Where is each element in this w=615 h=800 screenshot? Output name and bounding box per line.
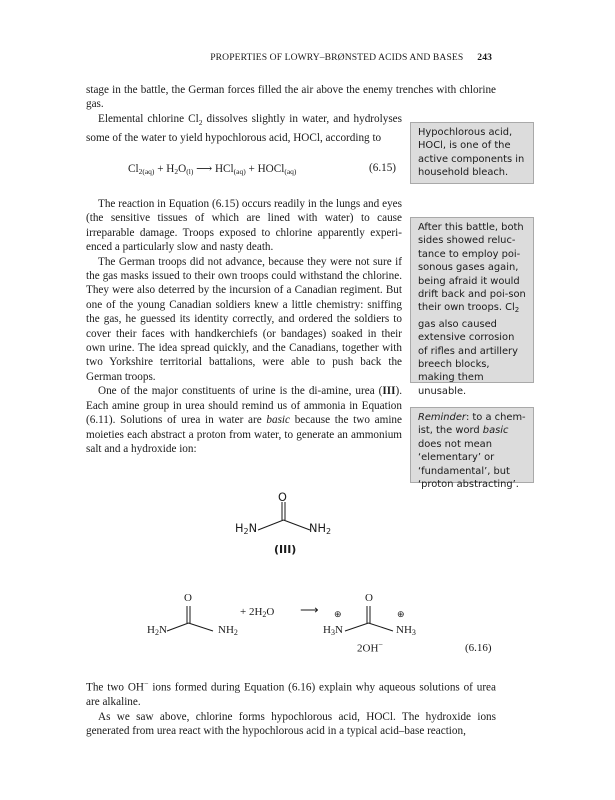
sidebar-note-gas: After this battle, both sides showed reluc-tance to employ poi-sonous gases again, being afraid it would drift back and poi-son their own troops. $Cl_2$ gas also caused extensive corrosion of rifles and artillery breech blocks, making them unusable. <box>410 217 534 383</box>
bottom-text <box>86 677 496 738</box>
equation-label-6-15: (6.15) <box>369 162 397 174</box>
running-title: PROPERTIES OF LOWRY–BRØNSTED ACIDS AND BASES <box>210 52 464 63</box>
running-header <box>0 52 492 63</box>
paragraph: The reaction in Equation (6.15) occurs readily in the lungs and eyes (the sensitive tissues of which are lined with water) to cause irreparable damage. Troops exposed to chlorine apparently experi-enced a particularly slow and nasty death. <box>86 198 402 254</box>
paragraph: The two OH− ions formed during Equation (6.16) explain why aqueous solutions of urea are alkaline. <box>86 679 496 709</box>
middle-text <box>86 197 402 456</box>
product-oxygen: O <box>365 592 373 604</box>
paragraph: Elemental chlorine $Cl_2$ dissolves slightly in water, and hydrolyses some of the water to yield hypochlorous acid, HOCl, according to <box>86 113 402 144</box>
reaction-arrow: ⟶ <box>300 602 319 617</box>
reactant-oxygen: O <box>184 592 192 604</box>
paragraph: The German troops did not advance, because they were not sure if the gas masks issued to their own troops could withstand the chlorine. They were also deterred by the incursion of a Canadian regiment. But one of the young Canadian soldiers knew a little chemistry: sniffing the gas, he guessed its identity correctly, and ordered the soldiers to cover their faces with handkerchiefs (or bandages) soaked in their own urine. The idea spread quickly, and the Canadians, together with two Yorkshire territorial battalions, were able to push back the German troops. <box>86 255 402 383</box>
hydroxide-ions: 2OH− <box>357 640 383 655</box>
reactant-right-amine: $NH_2$ <box>218 624 238 637</box>
product-right-ammonium: $NH_3$ <box>396 624 416 637</box>
equation-6-15: $Cl_{2(aq)} + H_2O_{(l)}$ ⟶ HCl$_{(aq)}$ + HOCl$_{(aq)}$ <box>128 163 297 176</box>
top-text-2 <box>86 112 402 145</box>
reactant-left-amine: $H_2N$ <box>147 624 167 637</box>
water-term: + $2H_2O$ <box>240 606 275 619</box>
paragraph: stage in the battle, the German forces filled the air above the enemy trenches with chlorine gas. <box>86 84 496 111</box>
paragraph: One of the major constituents of urine is the di-amine, urea (III). Each amine group in urea should remind us of ammonia in Equation (6.11). Solutions of urea in water are basic because the two amine moieties each abstract a proton from water, to generate an ammonium salt and a hydroxide ion: <box>86 385 402 455</box>
paragraph: As we saw above, chlorine forms hypochlorous acid, HOCl. The hydroxide ions generated from urea react with the hypochlorous acid in a typical acid–base reaction, <box>86 710 496 737</box>
urea-left-amine: $H_2N$ <box>235 522 258 536</box>
page-number: 243 <box>477 52 492 63</box>
top-text <box>86 83 496 112</box>
sidebar-note-reminder: Reminder: to a chem-ist, the word basic does not mean ‘elementary’ or ‘fundamental’, but ‘proton abstracting’. <box>410 407 534 483</box>
positive-charge-right: ⊕ <box>397 609 405 619</box>
positive-charge-left: ⊕ <box>334 609 342 619</box>
urea-right-amine: $NH_2$ <box>309 522 332 536</box>
structure-label-iii: (III) <box>274 543 297 556</box>
product-left-ammonium: $H_3N$ <box>323 624 343 637</box>
equation-label-6-16: (6.16) <box>465 642 492 654</box>
sidebar-note-bleach: Hypochlorous acid, HOCl, is one of the active components in household bleach. <box>410 122 534 184</box>
urea-oxygen: O <box>278 491 287 504</box>
